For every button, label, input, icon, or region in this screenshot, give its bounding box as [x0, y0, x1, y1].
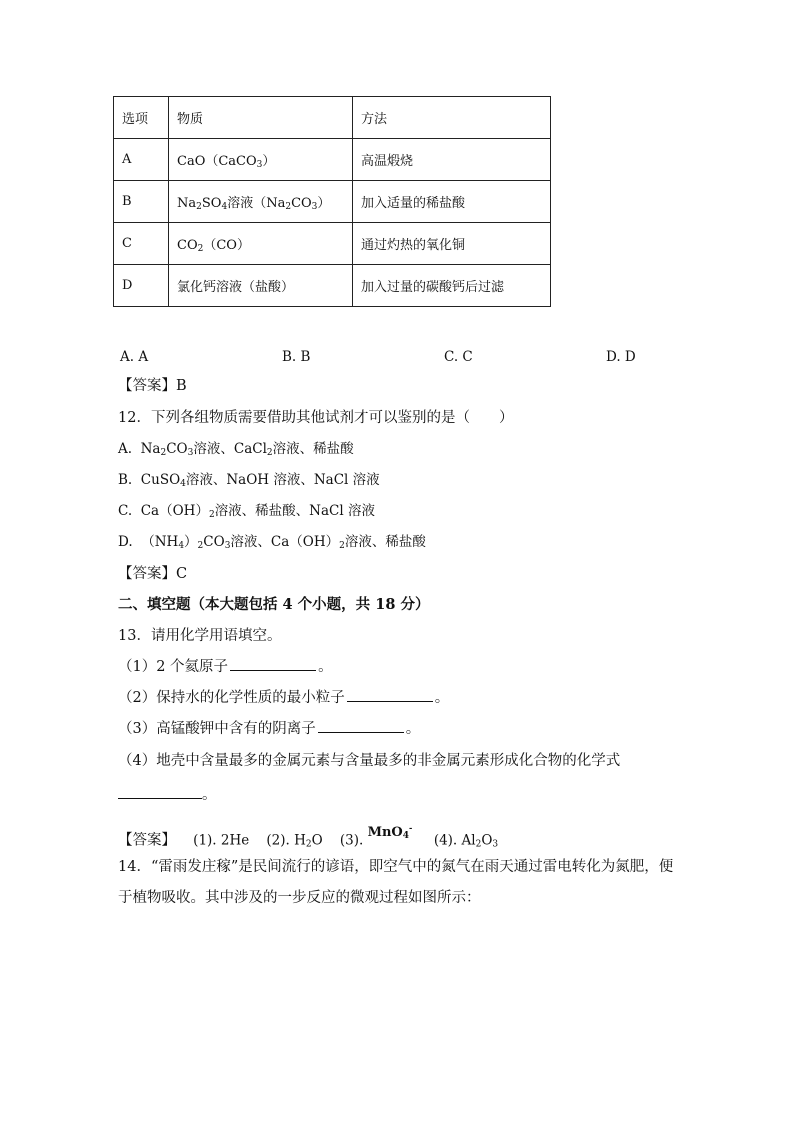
- permanganate-formula: MnO$_4$-: [367, 823, 413, 842]
- choice-d: D. D: [606, 349, 636, 365]
- options-table: [113, 96, 551, 307]
- choice-c: C. C: [444, 349, 473, 365]
- answer-blank[interactable]: [118, 784, 202, 799]
- question-12-option-a: A. $Na_2CO_3$溶液、CaCl$_2$溶液、稀盐酸: [118, 441, 354, 458]
- question-13-part-2: （2）保持水的化学性质的最小粒子 。: [118, 690, 450, 706]
- row-substance: $CO_2(CO)$: [169, 223, 353, 265]
- choice-b: B. B: [282, 349, 311, 365]
- choice-a: A. A: [120, 349, 149, 365]
- table-row: [114, 223, 551, 265]
- header-option: 选项: [114, 97, 169, 139]
- answer-q12: 【答案】C: [118, 566, 188, 582]
- question-13-part-3: （3）高锰酸钾中含有的阴离子 。: [118, 721, 421, 737]
- table-header-row: [114, 97, 551, 139]
- row-method: 加入过量的碳酸钙后过滤: [353, 265, 551, 307]
- answer-blank[interactable]: [318, 719, 404, 733]
- row-option: A: [114, 139, 169, 181]
- question-12-option-d: D. $(NH_4)_2CO_3$溶液、$Ca(OH)_2$溶液、稀盐酸: [118, 534, 426, 551]
- question-13-part-1: （1）2 个氦原子 。: [118, 659, 333, 675]
- row-option: B: [114, 181, 169, 223]
- answer-q13: 【答案】 (1). 2He (2). $H_2O$ (3). MnO$_4$- (4). $Al_2O_3$: [118, 823, 499, 850]
- row-substance: 氯化钙溶液（盐酸）: [169, 265, 353, 307]
- section-heading: 二、填空题（本大题包括 4 个小题，共 18 分）: [118, 596, 430, 613]
- answer-blank[interactable]: [347, 688, 433, 702]
- row-method: 加入适量的稀盐酸: [353, 181, 551, 223]
- row-option: D: [114, 265, 169, 307]
- header-substance: 物质: [169, 97, 353, 139]
- row-method: 通过灼热的氧化铜: [353, 223, 551, 265]
- question-14-line-1: 14．“雷雨发庄稼”是民间流行的谚语，即空气中的氮气在雨天通过雷电转化为氮肥，便: [118, 859, 674, 875]
- row-substance: CaO（CaCO$_3$）: [169, 139, 353, 181]
- question-12-stem: 12．下列各组物质需要借助其他试剂才可以鉴别的是（ ）: [118, 410, 514, 426]
- question-13-part-4-blank-line: 。: [118, 784, 217, 805]
- question-12-option-c: C. $Ca(OH)_2$溶液、稀盐酸、NaCl 溶液: [118, 503, 375, 520]
- table-row: [114, 265, 551, 307]
- answer-blank[interactable]: [230, 657, 316, 671]
- table-row: [114, 139, 551, 181]
- question-14-line-2: 于植物吸收。其中涉及的一步反应的微观过程如图所示：: [118, 890, 481, 906]
- question-13-part-4: （4）地壳中含量最多的金属元素与含量最多的非金属元素形成化合物的化学式: [118, 753, 621, 769]
- header-method: 方法: [353, 97, 551, 139]
- row-method: 高温煅烧: [353, 139, 551, 181]
- table-row: [114, 181, 551, 223]
- row-option: C: [114, 223, 169, 265]
- question-12-option-b: B. CuSO$_4$溶液、NaOH 溶液、NaCl 溶液: [118, 472, 380, 489]
- row-substance: $Na_2SO_4$溶液$(Na_2CO_3)$: [169, 181, 353, 223]
- answer-q11: 【答案】B: [118, 378, 187, 394]
- question-13-stem: 13．请用化学用语填空。: [118, 628, 282, 644]
